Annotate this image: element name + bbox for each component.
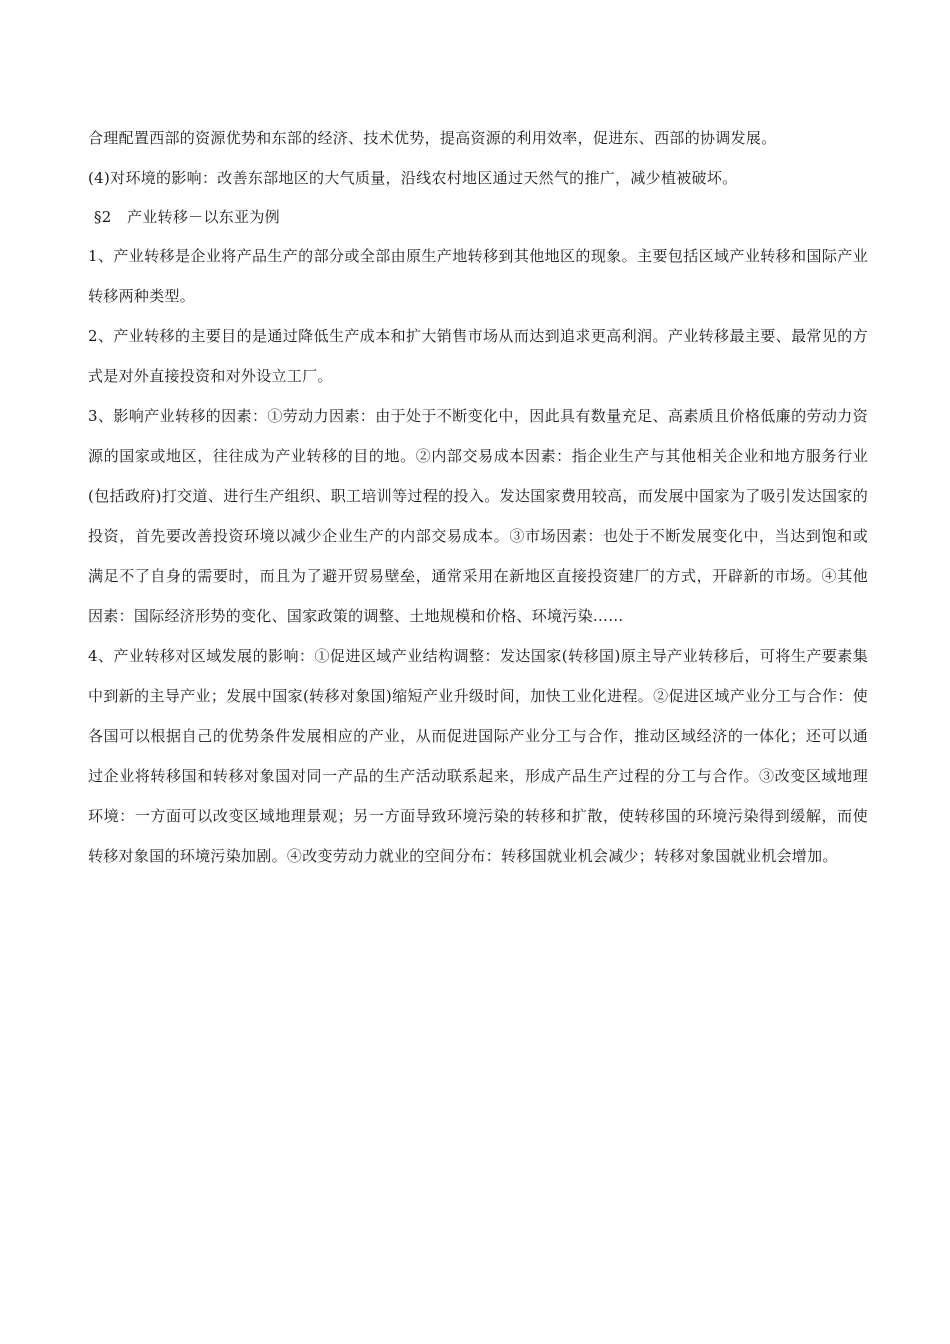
document-body — [88, 118, 868, 876]
paragraph-environment-impact: (4)对环境的影响：改善东部地区的大气质量，沿线农村地区通过天然气的推广，减少植被破坏。 — [88, 169, 738, 187]
paragraph-regional-impact: 4、产业转移对区域发展的影响：①促进区域产业结构调整：发达国家(转移国)原主导产业转移后，可将生产要素集中到新的主导产业；发展中国家(转移对象国)缩短产业升级时间，加快工业化进程。②促进区域产业分工与合作：使各国可以根据自己的优势条件发展相应的产业，从而促进国际产业分工与合作，推动区域经济的一体化；还可以通过企业将转移国和转移对象国对同一产品的生产活动联系起来，形成产品生产过程的分工与合作。③改变区域地理环境：一方面可以改变区域地理景观；另一方面导致环境污染的转移和扩散，使转移国的环境污染得到缓解，而使转移对象国的环境污染加剧。④改变劳动力就业的空间分布：转移国就业机会减少；转移对象国就业机会增加。 — [88, 647, 868, 865]
section-heading-industrial-transfer: §2 产业转移－以东亚为例 — [94, 208, 280, 226]
paragraph-purpose: 2、产业转移的主要目的是通过降低生产成本和扩大销售市场从而达到追求更高利润。产业转移最主要、最常见的方式是对外直接投资和对外设立工厂。 — [88, 327, 868, 385]
paragraph-definition: 1、产业转移是企业将产品生产的部分或全部由原生产地转移到其他地区的现象。主要包括区域产业转移和国际产业转移两种类型。 — [88, 247, 868, 305]
paragraph-factors: 3、影响产业转移的因素：①劳动力因素：由于处于不断变化中，因此具有数量充足、高素质且价格低廉的劳动力资源的国家或地区，往往成为产业转移的目的地。②内部交易成本因素：指企业生产与其他相关企业和地方服务行业(包括政府)打交道、进行生产组织、职工培训等过程的投入。发达国家费用较高，而发展中国家为了吸引发达国家的投资，首先要改善投资环境以减少企业生产的内部交易成本。③市场因素：也处于不断发展变化中，当达到饱和或满足不了自身的需要时，而且为了避开贸易壁垒，通常采用在新地区直接投资建厂的方式，开辟新的市场。④其他因素：国际经济形势的变化、国家政策的调整、土地规模和价格、环境污染…… — [88, 407, 868, 625]
paragraph-west-east-resources: 合理配置西部的资源优势和东部的经济、技术优势，提高资源的利用效率，促进东、西部的协调发展。 — [88, 129, 777, 147]
